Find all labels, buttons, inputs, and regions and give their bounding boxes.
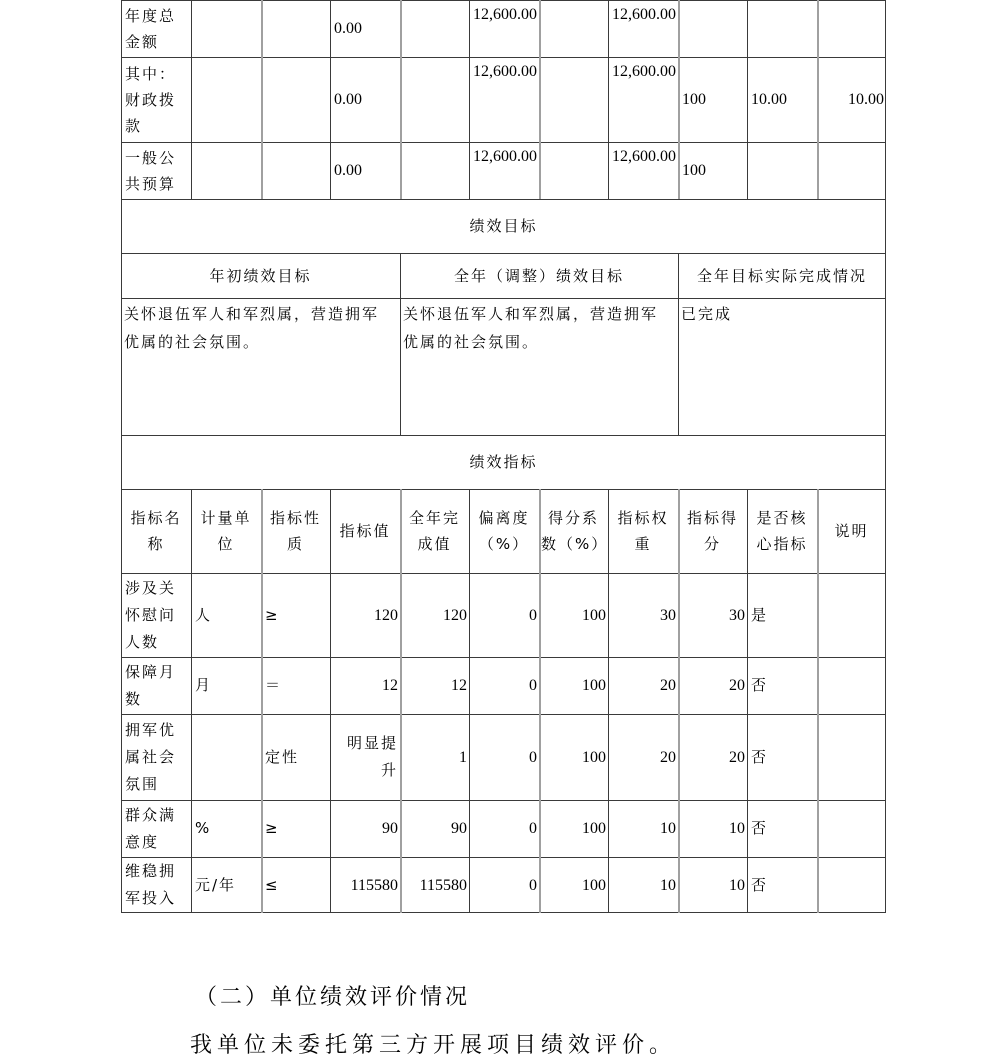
indicator-score: 20 [729, 748, 745, 766]
indicator-core: 否 [751, 676, 769, 694]
indicator-unit: % [195, 819, 212, 837]
goals-text-actual: 已完成 [681, 305, 733, 323]
indicator-nature: 定性 [265, 747, 300, 766]
table-vline [539, 489, 541, 913]
indicator-header: 说明 [834, 522, 869, 540]
indicator-actual: 1 [459, 748, 467, 766]
funds-cell [402, 57, 467, 142]
funds-cell [402, 142, 467, 199]
funds-cell: 12,600.00 [473, 6, 537, 23]
section-heading: （二）单位绩效评价情况 [195, 985, 471, 1010]
goals-text-adjusted: 关怀退伍军人和军烈属，营造拥军优属的社会氛围。 [403, 305, 659, 351]
indicator-note [819, 857, 884, 913]
table-vline [747, 0, 748, 199]
table-hline [121, 800, 886, 801]
funds-cell [263, 57, 328, 142]
funds-cell [819, 0, 884, 57]
table-vline [400, 489, 402, 913]
funds-cell: 12,600.00 [473, 148, 537, 165]
funds-cell [541, 57, 606, 142]
table-vline [539, 0, 541, 199]
indicator-name: 涉及关怀慰问人数 [125, 578, 177, 651]
indicator-score: 20 [729, 677, 745, 694]
table-hline [121, 857, 886, 858]
indicator-header: 全年完成值 [408, 509, 460, 553]
indicator-core: 否 [751, 747, 769, 766]
indicator-actual: 120 [443, 606, 467, 624]
indicator-score: 10 [729, 820, 745, 837]
indicator-coef: 100 [582, 820, 606, 837]
indicator-deviation: 0 [529, 606, 537, 624]
funds-cell [541, 0, 606, 57]
table-vline [469, 0, 470, 199]
funds-cell: 12,600.00 [612, 6, 676, 23]
table-vline [330, 0, 331, 199]
table-hline [121, 714, 886, 715]
indicator-note [819, 800, 884, 857]
indicator-deviation: 0 [529, 748, 537, 766]
indicator-nature: ≥ [265, 819, 280, 837]
indicator-header: 得分系数（%） [541, 509, 609, 553]
table-hline [121, 142, 886, 143]
indicator-weight: 20 [660, 748, 676, 766]
indicator-header: 是否核心指标 [756, 509, 808, 553]
funds-cell: 100 [682, 90, 706, 108]
funds-cell [680, 0, 745, 57]
funds-row-label: 其中：财政拨款 [125, 64, 177, 135]
indicator-target: 12 [382, 677, 398, 694]
table-vline [191, 0, 192, 199]
indicator-target: 115580 [350, 876, 398, 894]
funds-cell [819, 142, 884, 199]
table-vline [400, 253, 401, 435]
table-vline [678, 253, 679, 435]
indicator-header: 指标性质 [269, 509, 321, 553]
table-vline [191, 489, 192, 913]
funds-cell [263, 142, 328, 199]
indicator-name: 拥军优属社会氛围 [125, 720, 177, 793]
indicator-name: 保障月数 [125, 662, 177, 708]
table-hline [121, 489, 886, 490]
indicator-header: 指标名称 [130, 509, 182, 553]
funds-cell: 12,600.00 [612, 148, 676, 165]
goals-text-initial: 关怀退伍军人和军烈属，营造拥军优属的社会氛围。 [124, 305, 380, 351]
indicator-name: 群众满意度 [125, 805, 177, 851]
indicator-unit: 元/年 [195, 875, 237, 894]
indicator-core: 是 [751, 605, 769, 624]
indicator-header: 偏离度（%） [478, 509, 530, 553]
indicators-section-title: 绩效指标 [469, 453, 538, 471]
indicator-note [819, 714, 884, 800]
indicator-coef: 100 [582, 748, 606, 766]
table-vline [747, 489, 748, 913]
funds-cell: 0.00 [334, 19, 362, 37]
funds-row-label: 年度总金额 [125, 6, 177, 51]
funds-cell: 12,600.00 [612, 63, 676, 80]
indicator-header: 计量单位 [200, 509, 252, 553]
indicator-unit [193, 714, 259, 800]
indicator-score: 30 [729, 606, 745, 624]
indicator-deviation: 0 [529, 677, 537, 694]
funds-cell: 0.00 [334, 161, 362, 179]
table-vline [608, 489, 609, 913]
funds-cell [749, 142, 815, 199]
table-vline [817, 0, 819, 199]
indicator-weight: 30 [660, 606, 676, 624]
funds-cell: 12,600.00 [473, 63, 537, 80]
table-hline [121, 298, 886, 299]
indicator-unit: 月 [195, 676, 213, 694]
funds-cell [193, 0, 259, 57]
indicator-core: 否 [751, 819, 769, 837]
goals-header: 全年目标实际完成情况 [696, 266, 867, 285]
indicator-header: 指标得分 [686, 509, 738, 553]
table-hline [121, 573, 886, 574]
table-vline [330, 489, 331, 913]
goals-section-title: 绩效目标 [469, 217, 538, 235]
funds-cell [749, 0, 815, 57]
table-hline [121, 657, 886, 658]
indicator-weight: 10 [660, 876, 676, 894]
indicator-score: 10 [729, 876, 745, 894]
funds-cell [402, 0, 467, 57]
indicator-target: 明显提升 [346, 734, 398, 779]
table-vline [121, 0, 122, 913]
funds-cell: 10.00 [848, 90, 884, 108]
indicator-target: 90 [382, 820, 398, 837]
indicator-weight: 20 [660, 677, 676, 694]
indicator-coef: 100 [582, 677, 606, 694]
table-vline [469, 489, 470, 913]
indicator-core: 否 [751, 875, 769, 894]
indicator-unit: 人 [195, 605, 213, 624]
goals-header: 年初绩效目标 [209, 266, 312, 285]
performance-table [121, 0, 886, 913]
table-hline [121, 253, 886, 254]
table-vline [261, 489, 263, 913]
indicator-deviation: 0 [529, 876, 537, 894]
table-vline [885, 0, 886, 913]
indicator-note [819, 657, 884, 714]
indicator-header: 指标权重 [617, 509, 669, 553]
funds-cell: 10.00 [751, 90, 787, 108]
funds-cell [541, 142, 606, 199]
indicator-actual: 12 [451, 677, 467, 694]
table-hline [121, 57, 886, 58]
indicator-note [819, 573, 884, 657]
funds-row-label: 一般公共预算 [125, 148, 177, 193]
indicator-nature: ≥ [265, 605, 280, 624]
indicator-coef: 100 [582, 876, 606, 894]
indicator-header: 指标值 [339, 522, 391, 540]
indicator-nature: ＝ [265, 676, 283, 694]
table-vline [678, 0, 680, 199]
table-vline [400, 0, 402, 199]
funds-cell [193, 142, 259, 199]
section-paragraph: 我单位未委托第三方开展项目绩效评价。 [190, 1033, 677, 1058]
funds-cell: 100 [682, 161, 706, 179]
indicator-actual: 90 [451, 820, 467, 837]
indicator-coef: 100 [582, 606, 606, 624]
table-hline [121, 912, 886, 913]
funds-cell [263, 0, 328, 57]
indicator-name: 维稳拥军投入 [125, 862, 177, 907]
indicator-weight: 10 [660, 820, 676, 837]
table-vline [608, 0, 609, 199]
indicator-target: 120 [374, 606, 398, 624]
indicator-nature: ≤ [265, 875, 280, 894]
table-hline [121, 435, 886, 436]
funds-cell [193, 57, 259, 142]
goals-header: 全年（调整）绩效目标 [453, 266, 624, 285]
table-vline [678, 489, 680, 913]
table-vline [261, 0, 263, 199]
table-vline [817, 489, 819, 913]
table-hline [121, 0, 886, 1]
indicator-actual: 115580 [419, 876, 467, 894]
funds-cell: 0.00 [334, 90, 362, 108]
indicator-deviation: 0 [529, 820, 537, 837]
table-hline [121, 199, 886, 200]
